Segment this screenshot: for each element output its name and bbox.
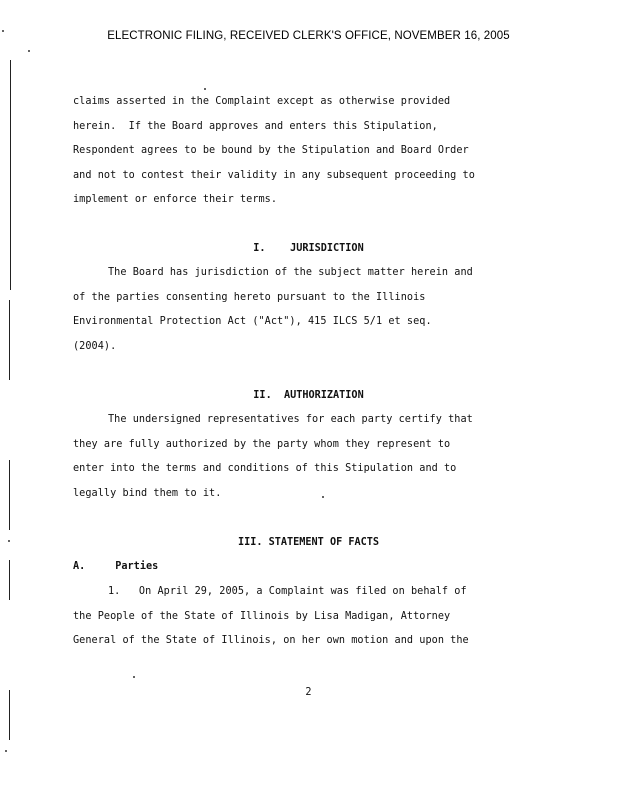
filing-header: ELECTRONIC FILING, RECEIVED CLERK'S OFFICE, NOVEMBER 16, 2005 [107,30,510,42]
section-heading-statement-of-facts: III. STATEMENT OF FACTS [237,537,380,548]
scan-margin-line [10,60,11,290]
body-line: claims asserted in the Complaint except as otherwise provided [73,96,451,107]
body-line: Environmental Protection Act ("Act"), 415 ILCS 5/1 et seq. [73,316,432,327]
body-line: legally bind them to it. [73,488,222,499]
section-heading-jurisdiction: I. JURISDICTION [253,243,364,254]
body-line: (2004). [73,341,117,352]
scan-speck [8,540,10,542]
body-line: 1. On April 29, 2005, a Complaint was filed on behalf of [108,586,467,597]
body-line: implement or enforce their terms. [73,194,278,205]
scan-speck [5,750,7,752]
scan-speck [133,676,135,678]
scan-speck [2,30,4,32]
subsection-title: Parties [115,561,159,572]
scan-margin-line [9,560,10,600]
scan-margin-line [9,690,10,740]
scan-speck [204,88,206,90]
body-line: they are fully authorized by the party whom they represent to [73,439,451,450]
scan-speck [322,496,324,498]
scan-speck [28,50,30,52]
subsection-heading-parties [73,561,158,572]
body-line: The Board has jurisdiction of the subject matter herein and [108,267,473,278]
body-line: The undersigned representatives for each party certify that [108,414,473,425]
page-number: 2 [305,687,312,698]
body-line: of the parties consenting hereto pursuant to the Illinois [73,292,426,303]
section-heading-authorization: II. AUTHORIZATION [253,390,364,401]
scan-margin-line [9,300,10,380]
body-line: Respondent agrees to be bound by the Stipulation and Board Order [73,145,469,156]
body-line: General of the State of Illinois, on her own motion and upon the [73,635,469,646]
scan-margin-line [9,460,10,530]
body-line: enter into the terms and conditions of this Stipulation and to [73,463,457,474]
subsection-letter: A. [73,561,86,572]
body-line: the People of the State of Illinois by Lisa Madigan, Attorney [73,611,451,622]
body-line: herein. If the Board approves and enters this Stipulation, [73,121,438,132]
body-line: and not to contest their validity in any subsequent proceeding to [73,170,475,181]
